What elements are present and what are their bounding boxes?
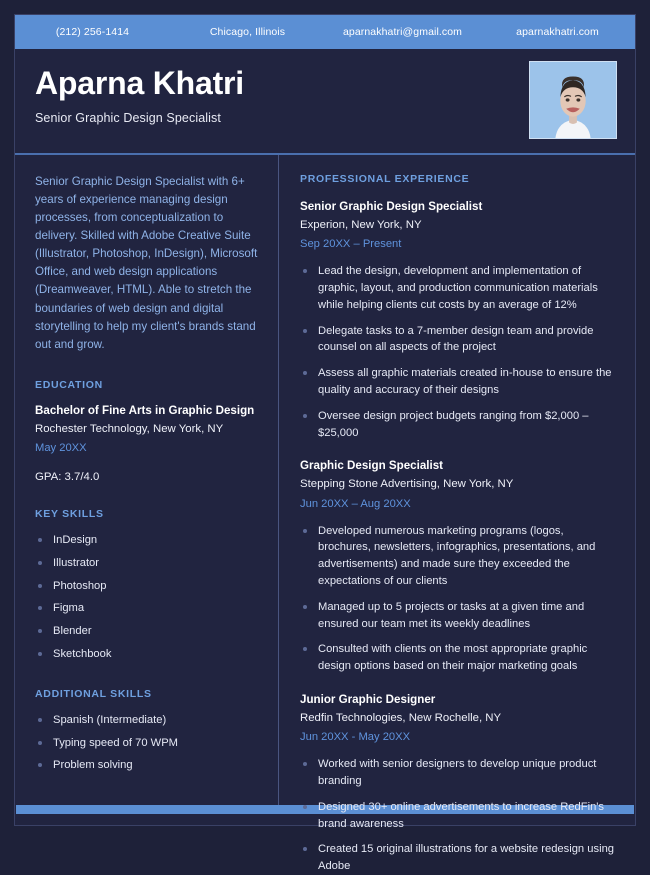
education-gpa: GPA: 3.7/4.0 bbox=[35, 471, 100, 483]
contact-bar bbox=[15, 15, 635, 49]
list-item: Developed numerous marketing programs (logos, brochures, newsletters, infographics, presentations, and advertisements) and made sure they exceeded the expectations of our clients bbox=[300, 523, 617, 590]
list-item: Worked with senior designers to develop unique product branding bbox=[300, 756, 617, 790]
section-heading-key-skills: KEY SKILLS bbox=[35, 508, 104, 520]
list-item: Consulted with clients on the most appropriate graphic design options based on their major marketing goals bbox=[300, 641, 617, 675]
list-item: Photoshop bbox=[35, 578, 260, 595]
job-title: Senior Graphic Design Specialist bbox=[300, 200, 483, 213]
section-heading-professional-experience: PROFESSIONAL EXPERIENCE bbox=[300, 173, 470, 185]
job-date: Jun 20XX – Aug 20XX bbox=[300, 497, 411, 510]
education-degree: Bachelor of Fine Arts in Graphic Design bbox=[35, 403, 255, 417]
job-title: Junior Graphic Designer bbox=[300, 692, 436, 706]
additional-skills-list bbox=[35, 712, 260, 774]
list-item: InDesign bbox=[35, 532, 260, 549]
list-item: Typing speed of 70 WPM bbox=[35, 735, 260, 752]
contact-email[interactable]: aparnakhatri@gmail.com bbox=[342, 26, 463, 38]
resume-header bbox=[15, 49, 635, 155]
right-column bbox=[279, 155, 635, 873]
education-date: May 20XX bbox=[35, 441, 87, 454]
candidate-name: Aparna Khatri bbox=[35, 65, 244, 101]
professional-summary: Senior Graphic Design Specialist with 6+ years of experience managing design processes, from conceptualization to delivery. Skilled with Adobe Creative Suite (Illustrator, Photoshop, InDesign), Microsoft Office, and web design applications (Dreamweaver, HTML). Able to stretch the boundaries of web design and digital storytelling to help my client's brands stand out and grow. bbox=[35, 175, 258, 351]
resume-card bbox=[14, 14, 636, 873]
education-entry bbox=[35, 403, 260, 483]
portrait-photo bbox=[529, 61, 617, 139]
list-item: Created 15 original illustrations for a website redesign using Adobe bbox=[300, 841, 617, 875]
job-bullets bbox=[300, 756, 617, 875]
list-item: Lead the design, development and implementation of graphic, layout, and production communication materials while helping clients cut costs by an average of 12% bbox=[300, 263, 617, 313]
contact-phone: (212) 256-1414 bbox=[55, 26, 130, 38]
section-heading-education: EDUCATION bbox=[35, 378, 103, 391]
job-entry bbox=[300, 199, 617, 441]
list-item: Designed 30+ online advertisements to increase RedFin's brand awareness bbox=[300, 799, 617, 833]
list-item: Oversee design project budgets ranging from $2,000 – $25,000 bbox=[300, 408, 617, 442]
job-date: Jun 20XX - May 20XX bbox=[300, 731, 411, 744]
contact-website[interactable]: aparnakhatri.com bbox=[516, 26, 599, 38]
job-entry bbox=[300, 692, 617, 875]
job-organization: Redfin Technologies, New Rochelle, NY bbox=[300, 711, 502, 724]
contact-location: Chicago, Illinois bbox=[209, 26, 286, 38]
list-item: Managed up to 5 projects or tasks at a given time and ensured our team met its weekly deadlines bbox=[300, 599, 617, 633]
job-organization: Experion, New York, NY bbox=[300, 218, 422, 231]
job-title: Graphic Design Specialist bbox=[300, 459, 444, 473]
list-item: Problem solving bbox=[35, 757, 260, 774]
resume-columns bbox=[15, 155, 635, 873]
section-heading-additional-skills: ADDITIONAL SKILLS bbox=[35, 687, 152, 700]
list-item: Delegate tasks to a 7-member design team and provide counsel on all aspects of the project bbox=[300, 323, 617, 357]
job-date: Sep 20XX – Present bbox=[300, 238, 402, 251]
job-entry bbox=[300, 458, 617, 675]
list-item: Figma bbox=[35, 600, 260, 617]
job-bullets bbox=[300, 523, 617, 675]
job-bullets bbox=[300, 263, 617, 441]
list-item: Sketchbook bbox=[35, 646, 260, 663]
left-column bbox=[15, 155, 279, 805]
list-item: Assess all graphic materials created in-house to ensure the quality and accuracy of their designs bbox=[300, 365, 617, 399]
list-item: Illustrator bbox=[35, 555, 260, 572]
candidate-job-title: Senior Graphic Design Specialist bbox=[35, 110, 221, 125]
list-item: Spanish (Intermediate) bbox=[35, 712, 260, 729]
list-item: Blender bbox=[35, 623, 260, 640]
key-skills-list bbox=[35, 532, 260, 663]
education-school: Rochester Technology, New York, NY bbox=[35, 422, 224, 435]
portrait-photo-image bbox=[530, 62, 616, 138]
job-organization: Stepping Stone Advertising, New York, NY bbox=[300, 478, 514, 491]
